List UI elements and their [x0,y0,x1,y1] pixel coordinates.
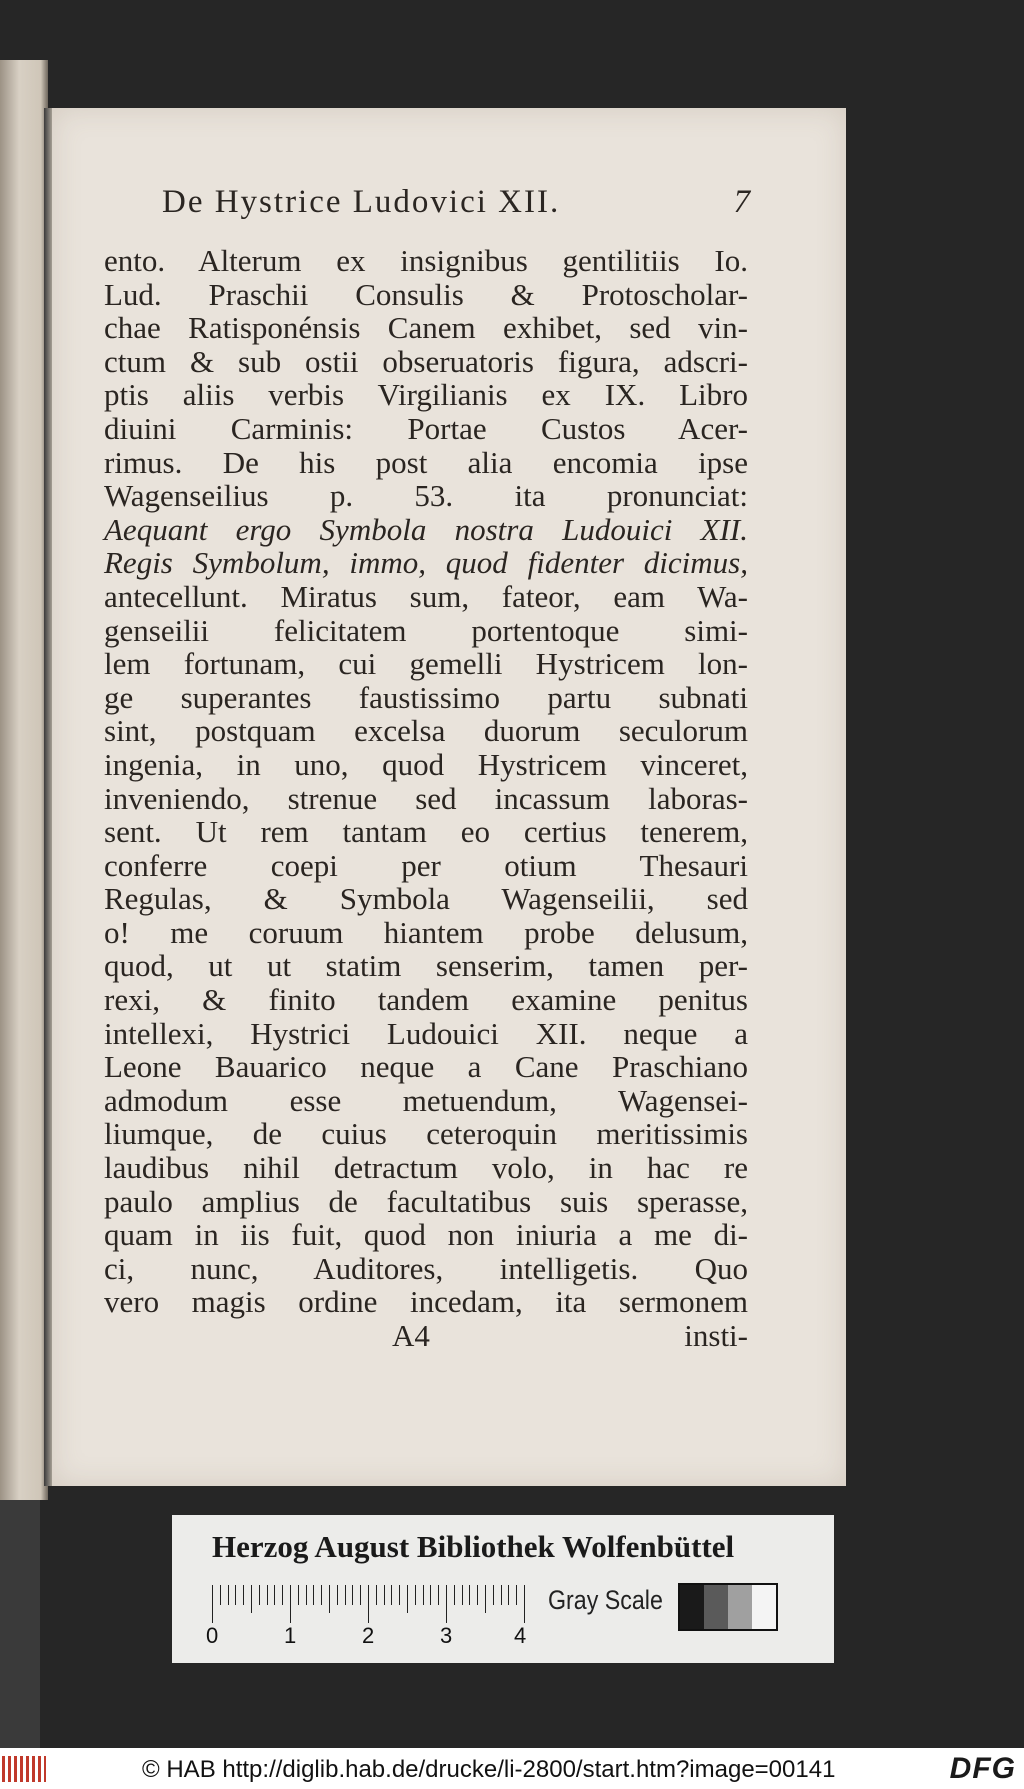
scan-background [0,1500,40,1750]
text-line: Regulas, & Symbola Wagenseilii, sed [104,881,748,917]
text-line: admodum esse metuendum, Wagensei- [104,1082,748,1118]
ruler-tick [462,1585,463,1605]
text-line: o! me coruum hiantem probe delusum, [104,914,748,950]
text-line: rimus. De his post alia encomia ipse [104,444,748,480]
text-line: sent. Ut rem tantam eo certius tenerem, [104,814,748,850]
scale-number: 0 [206,1623,219,1648]
text-line: ctum & sub ostii obseruatoris figura, adscri- [104,343,748,379]
scale-number: 4 [514,1623,527,1648]
ruler-tick [516,1585,517,1605]
ruler-tick [243,1585,244,1605]
text-line: Aequant ergo Symbola nostra Ludouici XII. [104,511,748,547]
text-line: ingenia, in uno, quod Hystricem vinceret, [104,746,748,782]
ruler-tick [259,1585,260,1605]
book-page [52,108,846,1486]
text-line: intellexi, Hystrici Ludouici XII. neque a [104,1015,748,1051]
ruler-tick [228,1585,229,1605]
ruler-tick [313,1585,314,1605]
ruler-tick [298,1585,299,1605]
text-line: diuini Carminis: Portae Custos Acer- [104,410,748,446]
ruler-tick [477,1585,478,1605]
text-line: Regis Symbolum, immo, quod fidenter dicimus, [104,545,748,581]
gray-scale-label: Gray Scale [548,1585,663,1615]
ruler-tick [508,1585,509,1605]
page-number: 7 [733,184,752,220]
text-line: ge superantes faustissimo partu subnati [104,679,748,715]
ruler-tick [212,1585,213,1623]
running-head-title: De Hystrice Ludovici XII. [162,184,561,220]
scale-ruler [212,1585,460,1625]
ruler-tick [235,1585,236,1605]
gray-swatch [752,1585,776,1629]
footer-bar [0,1748,1024,1789]
credit-link[interactable]: © HAB http://diglib.hab.de/drucke/li-2800/start.htm?image=00141 [142,1756,836,1783]
gray-swatch [680,1585,704,1629]
ruler-tick [493,1585,494,1605]
ruler-tick [274,1585,275,1605]
hab-logo-icon [2,1756,46,1782]
ruler-tick [446,1585,447,1623]
ruler-tick [524,1585,525,1623]
text-line: liumque, de cuius ceteroquin meritissimis [104,1116,748,1152]
text-line: Leone Bauarico neque a Cane Praschiano [104,1049,748,1085]
ruler-tick [220,1585,221,1605]
ruler-tick [469,1585,470,1605]
gray-scale-swatches [678,1583,778,1631]
ruler-tick [485,1585,486,1613]
ruler-tick [384,1585,385,1605]
ruler-tick [438,1585,439,1605]
ruler-tick [337,1585,338,1605]
ruler-tick [282,1585,283,1605]
ruler-tick [501,1585,502,1605]
ruler-tick [415,1585,416,1605]
catchword: insti- [684,1318,748,1353]
color-calibration-card [172,1515,834,1663]
ruler-tick [321,1585,322,1605]
scale-number: 2 [362,1623,375,1648]
ruler-tick [290,1585,291,1623]
running-head [162,184,752,221]
ruler-tick [423,1585,424,1605]
text-line: quod, ut ut statim senserim, tamen per- [104,948,748,984]
ruler-tick [407,1585,408,1613]
text-line: ento. Alterum ex insignibus gentilitiis Io. [104,243,748,278]
text-line: chae Ratisponénsis Canem exhibet, sed vin- [104,310,748,346]
text-line: sint, postquam excelsa duorum seculorum [104,713,748,749]
ruler-tick [329,1585,330,1613]
text-line: paulo amplius de facultatibus suis sperasse, [104,1183,748,1219]
ruler-tick [399,1585,400,1605]
text-line: laudibus nihil detractum volo, in hac re [104,1150,748,1186]
ruler-tick [360,1585,361,1605]
ruler-tick [454,1585,455,1605]
text-line: ci, nunc, Auditores, intelligetis. Quo [104,1250,748,1286]
ruler-tick [352,1585,353,1605]
signature-mark: A4 [392,1318,430,1353]
text-line: rexi, & finito tandem examine penitus [104,982,748,1018]
scale-number: 1 [284,1623,297,1648]
text-line: conferre coepi per otium Thesauri [104,847,748,883]
text-line: inveniendo, strenue sed incassum laboras- [104,780,748,816]
body-text [104,244,748,1319]
signature-line [104,1318,748,1354]
text-line: vero magis ordine incedam, ita sermonem [104,1284,748,1320]
library-name: Herzog August Bibliothek Wolfenbüttel [212,1529,735,1564]
ruler-tick [376,1585,377,1605]
ruler-tick [368,1585,369,1623]
ruler-tick [251,1585,252,1613]
dfg-logo: DFG [949,1752,1016,1785]
scale-number: 3 [440,1623,453,1648]
text-line: genseilii felicitatem portentoque simi- [104,612,748,648]
facing-page-edge [0,60,48,1500]
text-line: antecellunt. Miratus sum, fateor, eam Wa- [104,578,748,614]
ruler-tick [430,1585,431,1605]
ruler-tick [267,1585,268,1605]
ruler-tick [345,1585,346,1605]
ruler-tick [391,1585,392,1605]
text-line: lem fortunam, cui gemelli Hystricem lon- [104,646,748,682]
text-line: Lud. Praschii Consulis & Protoscholar- [104,276,748,312]
gray-swatch [704,1585,728,1629]
gray-swatch [728,1585,752,1629]
text-line: quam in iis fuit, quod non iniuria a me di- [104,1217,748,1253]
text-line: ptis aliis verbis Virgilianis ex IX. Libro [104,377,748,413]
text-line: Wagenseilius p. 53. ita pronunciat: [104,478,748,514]
ruler-tick [306,1585,307,1605]
